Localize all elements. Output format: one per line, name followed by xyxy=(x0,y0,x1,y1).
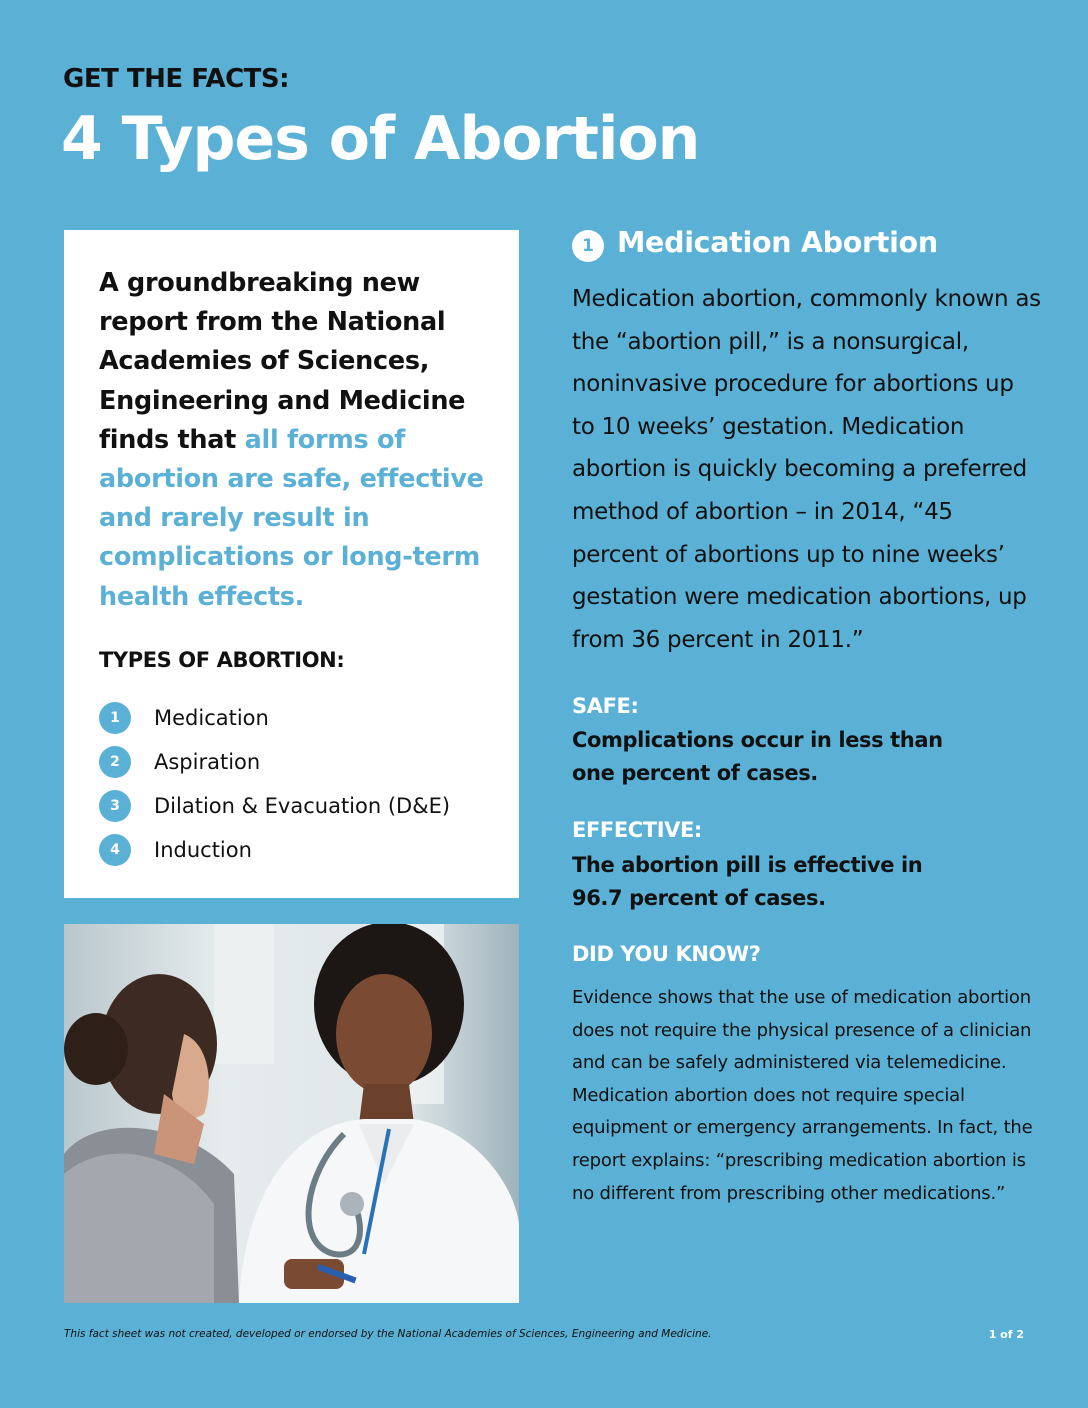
number-badge-icon: 1 xyxy=(99,702,131,734)
type-label: Aspiration xyxy=(154,750,261,774)
intro-lead: A groundbreaking new report from the National Academies of Sciences, Engineering and Medicine finds that xyxy=(99,268,466,455)
list-item xyxy=(99,784,450,828)
section-body: Medication abortion, commonly known as the “abortion pill,” is a nonsurgical, noninvasive procedure for abortions up to 10 weeks’ gestation. Medication abortion is quickly becoming a preferred method of abortion – in 2014, “45 percent of abortions up to nine weeks’ gestation were medication abortions, up from 36 percent in 2011.” xyxy=(572,286,1041,653)
list-item xyxy=(99,696,450,740)
number-badge-icon: 2 xyxy=(99,746,131,778)
number-badge-icon: 1 xyxy=(572,230,604,262)
effective-text: The abortion pill is effective in 96.7 percent of cases. xyxy=(572,853,923,910)
number-badge-icon: 3 xyxy=(99,790,131,822)
safe-label: SAFE: xyxy=(572,694,639,718)
safe-text: Complications occur in less than one percent of cases. xyxy=(572,728,943,785)
number-badge-icon: 4 xyxy=(99,834,131,866)
type-label: Dilation & Evacuation (D&E) xyxy=(154,794,451,818)
page-title: 4 Types of Abortion xyxy=(61,104,700,174)
doctor-patient-photo xyxy=(64,924,519,1303)
types-heading: TYPES OF ABORTION: xyxy=(99,648,345,672)
did-you-know-label: DID YOU KNOW? xyxy=(572,942,761,966)
kicker: GET THE FACTS: xyxy=(63,64,290,94)
type-label: Induction xyxy=(154,838,252,862)
list-item xyxy=(99,740,450,784)
types-list xyxy=(99,696,450,872)
intro-card xyxy=(64,230,519,898)
intro-text xyxy=(99,264,499,617)
list-item xyxy=(99,828,450,872)
did-you-know-text: Evidence shows that the use of medication abortion does not require the physical presence of a clinician and can be safely administered via telemedicine. Medication abortion does not require special equipment or emergency arrangements. In fact, the report explains: “prescribing medication abortion is no different from prescribing other medications.” xyxy=(572,987,1033,1204)
section-title: Medication Abortion xyxy=(617,226,938,259)
page-number: 1 of 2 xyxy=(988,1328,1024,1341)
intro-highlight: all forms of abortion are safe, effective and rarely result in complications or long-term health effects. xyxy=(99,424,484,612)
disclaimer: This fact sheet was not created, developed or endorsed by the National Academies of Sciences, Engineering and Medicine. xyxy=(64,1328,712,1340)
type-label: Medication xyxy=(154,706,269,730)
effective-label: EFFECTIVE: xyxy=(572,818,702,842)
